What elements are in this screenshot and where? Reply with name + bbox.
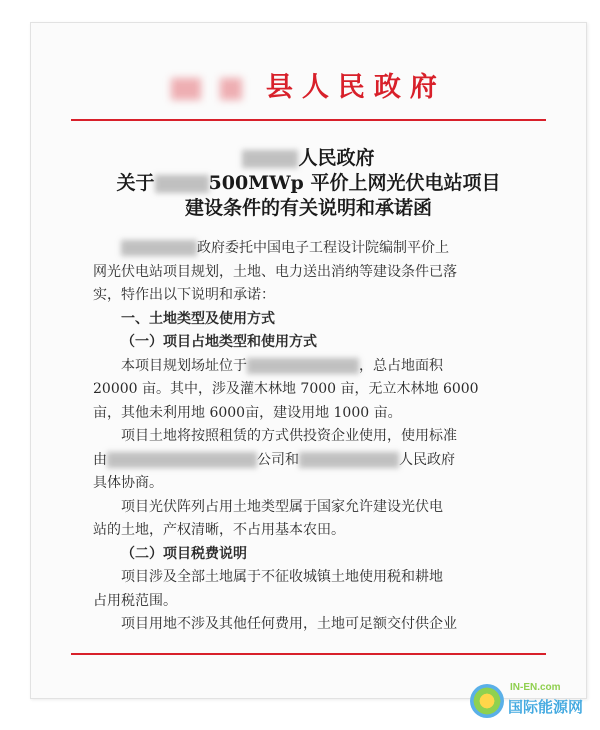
redacted-text [220, 78, 242, 100]
red-rule-bottom [71, 653, 546, 655]
paragraph-line: 20000 亩。其中，涉及灌木林地 7000 亩，无立木林地 6000 [93, 381, 479, 397]
paragraph-lease: 项目土地将按照租赁的方式供投资企业使用，使用标准 [121, 428, 457, 444]
document-page [30, 22, 587, 699]
document-body [93, 237, 513, 637]
redacted-text [171, 78, 201, 100]
sun-icon [470, 684, 504, 718]
doc-title-line3: 建设条件的有关说明和承诺函 [184, 197, 432, 219]
letterhead-title: 县人民政府 [265, 72, 446, 103]
redacted-text [247, 358, 359, 374]
paragraph-site: 本项目规划场址位于 ，总占地面积 [121, 357, 443, 374]
redacted-text [121, 240, 197, 256]
redacted-text [107, 452, 257, 468]
red-rule-top [71, 119, 546, 121]
watermark-logo [470, 680, 595, 724]
paragraph-fees: 项目用地不涉及其他任何费用，土地可足额交付供企业 [121, 616, 457, 632]
subsection-heading-1: （一）项目占地类型和使用方式 [121, 334, 317, 350]
paragraph-line: 亩，其他未利用地 6000亩，建设用地 1000 亩。 [93, 404, 402, 421]
doc-title-line2: 关于 500MWp 平价上网光伏电站项目 [116, 172, 501, 194]
paragraph-tax: 项目涉及全部土地属于不征收城镇土地使用税和耕地 [121, 569, 443, 585]
doc-title-line1: 人民政府 [31, 143, 586, 170]
paragraph-line: 实，特作出以下说明和承诺： [93, 287, 275, 303]
paragraph-line: 由 公司和 人民政府 [93, 451, 455, 468]
paragraph-line: 具体协商。 [93, 475, 163, 491]
section-heading-1: 一、土地类型及使用方式 [121, 310, 275, 327]
redacted-text [155, 175, 209, 193]
paragraph-line: 占用税范围。 [93, 592, 177, 609]
subsection-heading-2: （二）项目税费说明 [121, 545, 247, 562]
paragraph-line: 网光伏电站项目规划，土地、电力送出消纳等建设条件已落 [93, 263, 457, 280]
redacted-text [299, 452, 399, 468]
watermark-cn: 国际能源网 [508, 698, 584, 716]
paragraph-landtype: 项目光伏阵列占用土地类型属于国家允许建设光伏电 [121, 498, 443, 515]
redacted-text [242, 150, 298, 168]
watermark-en: IN-EN.com [510, 682, 561, 693]
letterhead [31, 65, 586, 104]
paragraph-line: 站的土地，产权清晰，不占用基本农田。 [93, 522, 345, 538]
paragraph-intro: 政府委托中国电子工程设计院编制平价上 [93, 237, 513, 261]
